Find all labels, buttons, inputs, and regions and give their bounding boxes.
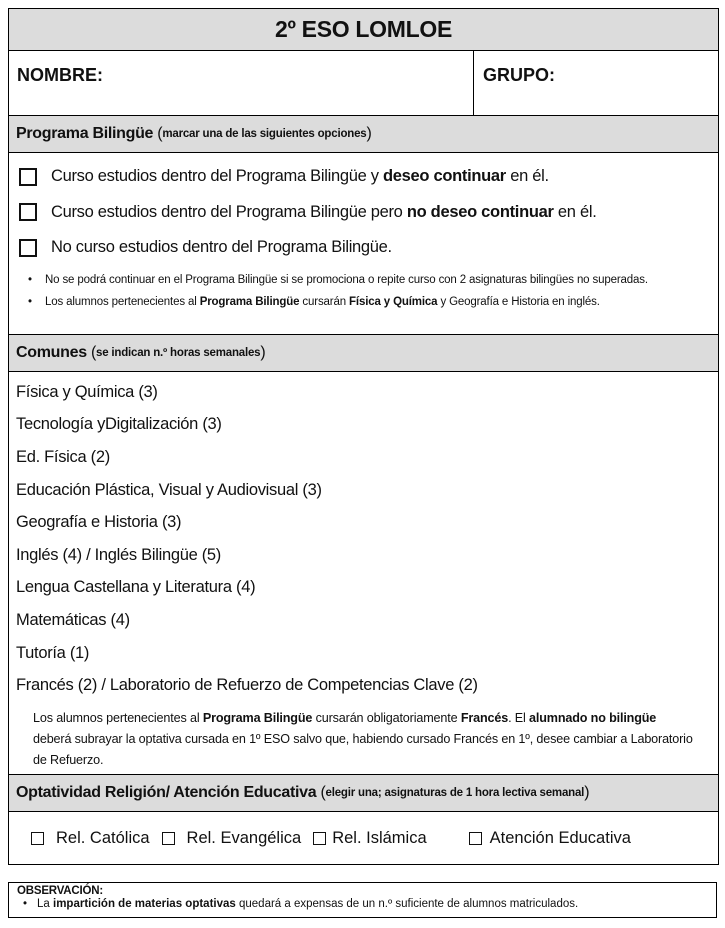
checkbox-icon[interactable]: [469, 832, 482, 845]
religion-heading-text: Optatividad Religión/ Atención Educativa: [16, 784, 317, 801]
name-label: NOMBRE:: [17, 65, 103, 85]
common-heading-note: se indican n.º horas semanales: [96, 347, 261, 359]
bilingual-section-body: [9, 153, 718, 335]
common-heading-text: Comunes: [16, 344, 87, 361]
checkbox-icon[interactable]: [31, 832, 44, 845]
enrollment-form: [8, 8, 719, 865]
bilingual-option-continue[interactable]: [19, 159, 718, 195]
group-field[interactable]: [474, 51, 718, 115]
checkbox-icon[interactable]: [19, 203, 37, 221]
option-text: No curso estudios dentro del Programa Bilingüe.: [51, 238, 392, 257]
religion-option-evangelical[interactable]: Rel. Evangélica: [162, 829, 302, 848]
student-row: [9, 51, 718, 116]
common-section-body: [9, 372, 718, 775]
subject-item: Geografía e Historia (3): [16, 513, 182, 532]
bilingual-note-2: • Los alumnos pertenecientes al Programa Bilingüe cursarán Física y Química y Geografía e Historia en inglés.: [19, 292, 718, 312]
name-field[interactable]: [9, 51, 474, 115]
observation-title: OBSERVACIÓN:: [17, 885, 103, 897]
subject-item: Educación Plástica, Visual y Audiovisual (3): [16, 480, 322, 499]
religion-option-catholic[interactable]: Rel. Católica: [31, 829, 150, 848]
group-label: GRUPO:: [483, 65, 555, 85]
checkbox-icon[interactable]: [162, 832, 175, 845]
form-title-text: 2º ESO LOMLOE: [274, 16, 453, 42]
subject-item: Matemáticas (4): [16, 610, 130, 629]
option-text: Curso estudios dentro del Programa Bilingüe y deseo continuar en él.: [51, 167, 549, 186]
bilingual-section-heading: Programa Bilingüe ( marcar una de las siguientes opciones ): [9, 116, 718, 153]
religion-option-islamic[interactable]: Rel. Islámica: [313, 829, 426, 848]
bilingual-option-discontinue[interactable]: [19, 195, 718, 231]
bilingual-heading-text: Programa Bilingüe: [16, 125, 154, 142]
subject-item: Tecnología yDigitalización (3): [16, 415, 222, 434]
subject-item: Tutoría (1): [16, 643, 90, 662]
form-title: [9, 9, 718, 51]
observation-note: • La impartición de materias optativas quedará a expensas de un n.º suficiente de alumnos matriculados.: [17, 898, 716, 910]
checkbox-icon[interactable]: [19, 168, 37, 186]
subject-item: Inglés (4) / Inglés Bilingüe (5): [16, 545, 222, 564]
subject-item: Física y Química (3): [16, 382, 158, 401]
observation-box: [8, 882, 717, 918]
bilingual-notes: [19, 270, 718, 312]
subject-item: Ed. Física (2): [16, 447, 110, 466]
religion-heading-note: elegir una; asignaturas de 1 hora lectiva semanal: [325, 787, 585, 799]
checkbox-icon[interactable]: [19, 239, 37, 257]
bilingual-note-1: • No se podrá continuar en el Programa Bilingüe si se promociona o repite curso con 2 asignaturas bilingües no superadas.: [19, 270, 718, 290]
religion-option-educational-attention[interactable]: Atención Educativa: [469, 829, 631, 848]
checkbox-icon[interactable]: [313, 832, 326, 845]
common-section-heading: Comunes ( se indican n.º horas semanales ): [9, 335, 718, 372]
religion-section-heading: Optatividad Religión/ Atención Educativa ( elegir una; asignaturas de 1 hora lectiva semanal ): [9, 775, 718, 812]
subject-item: Lengua Castellana y Literatura (4): [16, 578, 256, 597]
bilingual-heading-note: marcar una de las siguientes opciones: [162, 128, 367, 140]
french-note: Los alumnos pertenecientes al Programa Bilingüe cursarán obligatoriamente Francés. El alumnado no bilingüe deberá subrayar la optativa cursada en 1º ESO salvo que, habiendo cursado Francés en 1º, desee cambiar a Laboratorio de Refuerzo.: [33, 710, 693, 767]
bilingual-option-not-enrolled[interactable]: [19, 230, 718, 266]
religion-section-body: [9, 812, 718, 865]
subject-item: Francés (2) / Laboratorio de Refuerzo de Competencias Clave (2): [16, 676, 478, 695]
option-text: Curso estudios dentro del Programa Bilingüe pero no deseo continuar en él.: [51, 202, 597, 221]
